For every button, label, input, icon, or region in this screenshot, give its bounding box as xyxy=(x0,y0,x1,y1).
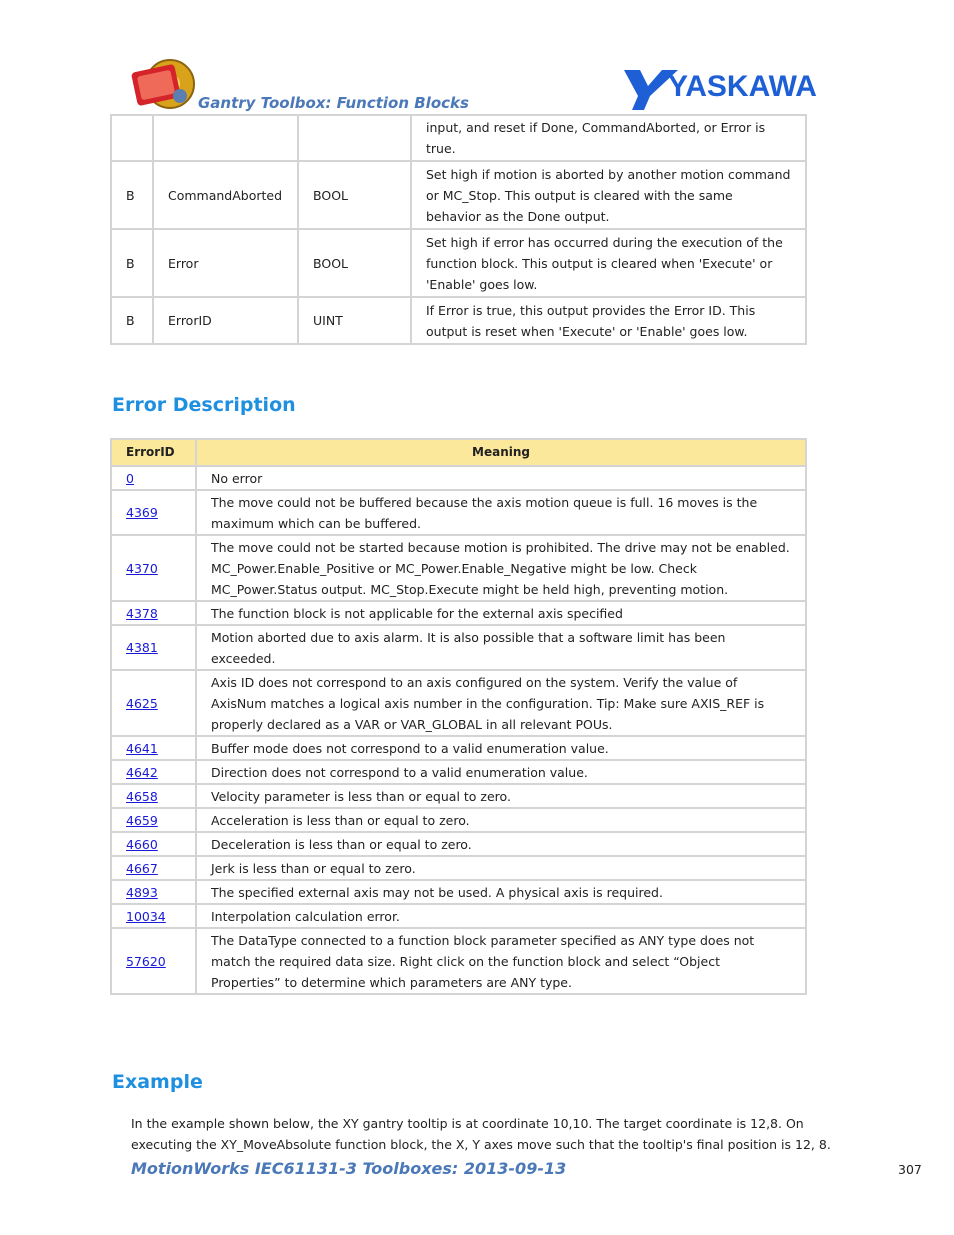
meaning-cell: The move could not be started because motion is prohibited. The drive may not be enabled. MC_Power.Enable_Positive or MC_Power.Enable_Negative might be low. Check MC_Power.Status output. MC_Stop.Execute might be held high, preventing motion. xyxy=(196,535,806,601)
datatype-cell xyxy=(298,115,411,161)
errorid-link[interactable]: 4378 xyxy=(126,605,158,621)
header-title: Gantry Toolbox: Function Blocks xyxy=(198,94,469,112)
description-cell: If Error is true, this output provides the Error ID. This output is reset when 'Execute' or 'Enable' goes low. xyxy=(411,297,806,344)
table-row xyxy=(111,832,806,856)
type-cell xyxy=(111,115,153,161)
errorid-cell xyxy=(111,904,196,928)
error-table-header-row xyxy=(111,439,806,466)
table-row xyxy=(111,466,806,490)
type-cell: B xyxy=(111,229,153,297)
errorid-cell xyxy=(111,535,196,601)
errorid-link[interactable]: 4370 xyxy=(126,560,158,576)
name-cell: ErrorID xyxy=(153,297,298,344)
brand-text: YASKAWA xyxy=(668,70,817,103)
meaning-cell: Jerk is less than or equal to zero. xyxy=(196,856,806,880)
errorid-link[interactable]: 10034 xyxy=(126,908,166,924)
table-row xyxy=(111,115,806,161)
errorid-cell xyxy=(111,832,196,856)
table-row xyxy=(111,904,806,928)
errorid-cell xyxy=(111,601,196,625)
errorid-cell xyxy=(111,880,196,904)
table-row xyxy=(111,670,806,736)
table-row xyxy=(111,856,806,880)
example-heading: Example xyxy=(112,1071,203,1093)
meaning-cell: Interpolation calculation error. xyxy=(196,904,806,928)
page-number: 307 xyxy=(898,1162,922,1177)
errorid-cell xyxy=(111,856,196,880)
meaning-cell: The move could not be buffered because the axis motion queue is full. 16 moves is the maximum which can be buffered. xyxy=(196,490,806,535)
type-cell: B xyxy=(111,161,153,229)
errorid-link[interactable]: 4893 xyxy=(126,884,158,900)
description-cell: input, and reset if Done, CommandAborted, or Error is true. xyxy=(411,115,806,161)
meaning-cell: Deceleration is less than or equal to zero. xyxy=(196,832,806,856)
errorid-link[interactable]: 4658 xyxy=(126,788,158,804)
errorid-link[interactable]: 0 xyxy=(126,470,134,486)
table-row xyxy=(111,784,806,808)
meaning-cell: Direction does not correspond to a valid enumeration value. xyxy=(196,760,806,784)
meaning-cell: Motion aborted due to axis alarm. It is also possible that a software limit has been exceeded. xyxy=(196,625,806,670)
table-row xyxy=(111,297,806,344)
meaning-cell: Acceleration is less than or equal to zero. xyxy=(196,808,806,832)
meaning-cell: The DataType connected to a function block parameter specified as ANY type does not match the required data size. Right click on the function block and select “Object Properties” to determine which parameters are ANY type. xyxy=(196,928,806,994)
errorid-cell xyxy=(111,625,196,670)
errorid-link[interactable]: 4369 xyxy=(126,505,158,520)
meaning-cell: Velocity parameter is less than or equal to zero. xyxy=(196,784,806,808)
errorid-link[interactable]: 4660 xyxy=(126,836,158,852)
errorid-cell xyxy=(111,760,196,784)
datatype-cell: BOOL xyxy=(298,161,411,229)
errorid-link[interactable]: 4625 xyxy=(126,695,158,711)
table-row xyxy=(111,535,806,601)
meaning-cell: The function block is not applicable for the external axis specified xyxy=(196,601,806,625)
toolbox-logo-icon xyxy=(130,56,200,112)
table-row xyxy=(111,880,806,904)
table-row xyxy=(111,601,806,625)
table-row xyxy=(111,736,806,760)
meaning-cell: The specified external axis may not be used. A physical axis is required. xyxy=(196,880,806,904)
errorid-link[interactable]: 4642 xyxy=(126,764,158,780)
table-row xyxy=(111,808,806,832)
name-cell: Error xyxy=(153,229,298,297)
footer-title: MotionWorks IEC61131-3 Toolboxes: 2013-09-13 xyxy=(131,1159,567,1178)
datatype-cell: BOOL xyxy=(298,229,411,297)
errorid-link[interactable]: 4659 xyxy=(126,812,158,828)
errorid-link[interactable]: 4667 xyxy=(126,860,158,876)
datatype-cell: UINT xyxy=(298,297,411,344)
name-cell: CommandAborted xyxy=(153,161,298,229)
yaskawa-logo-icon xyxy=(622,66,844,112)
description-cell: Set high if error has occurred during the execution of the function block. This output is cleared when 'Execute' or 'Enable' goes low. xyxy=(411,229,806,297)
type-cell: B xyxy=(111,297,153,344)
meaning-cell: Axis ID does not correspond to an axis configured on the system. Verify the value of AxisNum matches a logical axis number in the configuration. Tip: Make sure AXIS_REF is properly declared as a VAR or VAR_GLOBAL in all relevant POUs. xyxy=(196,670,806,736)
errorid-cell xyxy=(111,808,196,832)
table-row xyxy=(111,161,806,229)
errorid-cell xyxy=(111,466,196,490)
table-row xyxy=(111,490,806,535)
errorid-cell xyxy=(111,928,196,994)
meaning-column-header: Meaning xyxy=(196,439,806,466)
errorid-column-header: ErrorID xyxy=(111,439,196,466)
name-cell xyxy=(153,115,298,161)
example-paragraph: In the example shown below, the XY gantry tooltip is at coordinate 10,10. The target coordinate is 12,8. On executing the XY_MoveAbsolute function block, the X, Y axes move such that the tooltip's final position is 12, 8. xyxy=(131,1116,831,1152)
error-description-table xyxy=(110,438,807,995)
errorid-cell xyxy=(111,736,196,760)
errorid-link[interactable]: 57620 xyxy=(126,953,166,969)
table-row xyxy=(111,229,806,297)
table-row xyxy=(111,760,806,784)
description-cell: Set high if motion is aborted by another motion command or MC_Stop. This output is cleared with the same behavior as the Done output. xyxy=(411,161,806,229)
error-description-heading: Error Description xyxy=(112,394,296,416)
errorid-cell xyxy=(111,784,196,808)
table-row xyxy=(111,928,806,994)
errorid-cell xyxy=(111,490,196,535)
table-row xyxy=(111,625,806,670)
output-parameters-table xyxy=(110,114,807,345)
errorid-cell xyxy=(111,670,196,736)
errorid-link[interactable]: 4641 xyxy=(126,740,158,756)
errorid-link[interactable]: 4381 xyxy=(126,640,158,655)
meaning-cell: No error xyxy=(196,466,806,490)
meaning-cell: Buffer mode does not correspond to a valid enumeration value. xyxy=(196,736,806,760)
